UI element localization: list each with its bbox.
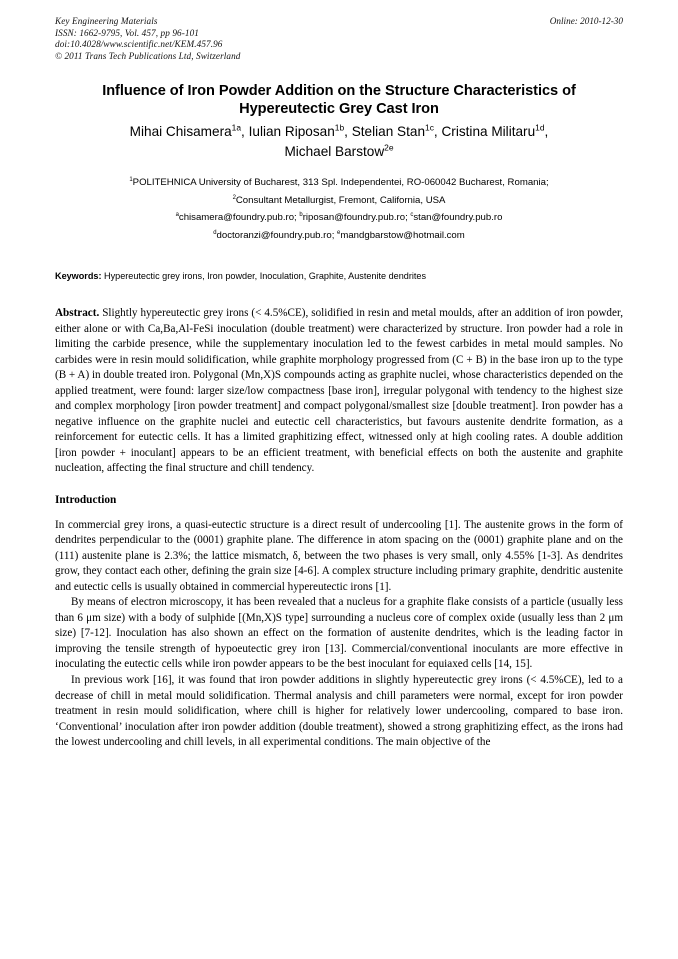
paper-title-line-1: Influence of Iron Powder Addition on the Structure Characteristics of	[102, 83, 576, 99]
keywords-value: Hypereutectic grey irons, Iron powder, Inoculation, Graphite, Austenite dendrites	[101, 271, 427, 281]
affiliation-marker: 1	[129, 176, 133, 183]
page-title	[62, 82, 616, 119]
doi-line: doi:10.4028/www.scientific.net/KEM.457.96	[55, 39, 223, 50]
copyright-line: © 2011 Trans Tech Publications Ltd, Switzerland	[55, 50, 241, 61]
journal-name: Key Engineering Materials	[55, 16, 158, 26]
article-body	[55, 306, 623, 751]
spacer-before-introduction	[55, 477, 623, 493]
issn-volume-pages: ISSN: 1662-9795, Vol. 457, pp 96-101	[55, 27, 199, 38]
online-date: Online: 2010-12-30	[549, 16, 623, 26]
author-list	[52, 122, 626, 162]
abstract-paragraph	[55, 306, 623, 477]
author-superscript: 1a	[231, 122, 242, 133]
email-marker: e	[337, 229, 341, 236]
affiliation-list	[48, 174, 630, 244]
author-line-2: Michael Barstow$^{2e}$	[284, 142, 394, 159]
author-superscript: 1b	[334, 122, 345, 133]
abstract-label: Abstract.	[55, 307, 100, 319]
email-marker: c	[410, 212, 414, 218]
intro-paragraph-3: In previous work [16], it was found that iron powder additions in slightly hypereutectic grey irons (< 4.5%CE), led to a decrease of chill in metal mould solidification. Thermal analysis and chill parameters were normal, except for iron powder treatment in resin mould solidification, where chill is higher for relatively lower undercooling, compared to base iron. ‘Conventional’ inoculation after iron powder addition (double treatment), showed a strong graphitizing effect, as the irons had the lowest undercooling and chill levels, in all experimental conditions. The main objective of the	[55, 673, 623, 749]
keywords-line	[55, 270, 623, 282]
intro-paragraph-1: In commercial grey irons, a quasi-eutectic structure is a direct result of undercooling [1]. The austenite grows in the form of dendrites perpendicular to the (0001) graphite plane. The difference in atom spacing on the (0001) graphite plane and on the (111) austenite plane is 2.3%; the lattice mismatch, δ, between the two phases is very small, only 4.55% [1-3]. As dendrites grow, they contact each other, defining the grain size [4-6]. A complex structure including primary graphite, dendritic austenite and eutectic cells is usually obtained in commercial hypereutectic irons [1].	[55, 518, 623, 593]
email-line-1: $^a$chisamera@foundry.pub.ro; $^b$riposan@foundry.pub.ro; $^c$stan@foundry.pub.ro	[175, 212, 503, 224]
email-marker: b	[299, 212, 303, 218]
author-line-1: Mihai Chisamera$^{1a}$, Iulian Riposan$^{1b}$, Stelian Stan$^{1c}$, Cristina Militaru$^{1d}$,	[129, 122, 549, 139]
email-marker: d	[213, 229, 217, 236]
affiliation-1: $^1$POLITEHNICA University of Bucharest, 313 Spl. Independentei, RO-060042 Bucharest, Romania;	[129, 176, 549, 188]
affiliation-2: $^2$Consultant Metallurgist, Fremont, California, USA	[232, 194, 446, 206]
affiliation-marker: 2	[232, 194, 236, 201]
paper-title-line-2: Hypereutectic Grey Cast Iron	[239, 101, 439, 118]
email-line-2: $^d$doctoranzi@foundry.pub.ro; $^e$mandgbarstow@hotmail.com	[213, 229, 465, 241]
author-superscript: 1d	[535, 122, 545, 133]
journal-masthead	[55, 16, 623, 62]
author-superscript: 2e	[384, 142, 394, 153]
keywords-label: Keywords:	[55, 271, 102, 281]
section-heading-introduction: Introduction	[55, 494, 117, 507]
abstract-text: Slightly hypereutectic grey irons (< 4.5%CE), solidified in resin and metal moulds, after an addition of iron powder, either alone or with Ca,Ba,Al-FeSi inoculation (double treatment) were characterized by structure. Iron powder had a role in limiting the carbide presence, while the supplementary inoculation led to the fewest carbides in metal mould samples. No carbides were in resin mould solidification, while graphite morphology progressed from (C + B) in the base iron up to the type (B + A) in double treated iron. Polygonal (Mn,X)S compounds acting as graphite nuclei, whose characteristics depended on the applied treatment, were found: larger size/low compactness [base iron], irregular polygonal with tendency to the highest size and complex morphology [iron powder treatment] and compact polygonal/smallest size [double treatment]. Iron powder has a negative influence on the graphite nuclei and eutectic cell characteristics, but favours austenite dendrite formation, as a reinforcement for eutectic cells. It has a limited graphitizing effect, witnessed only at high cooling rates. A double addition [iron powder + inoculant] appears to be an efficient treatment, with beneficial effects on both the austenite and graphite nucleation, affecting the final structure and chill tendency.	[55, 307, 623, 475]
spacer-after-introduction-heading	[55, 509, 623, 518]
intro-paragraph-2: By means of electron microscopy, it has been revealed that a nucleus for a graphite flake consists of a particle (usually less than 6 μm size) with a body of sulphide [(Mn,X)S type] surrounding a nucleus core of complex oxide (usually less than 2 μm size) [7-12]. Inoculation has also shown an effect on the formation of austenite dendrites, which is the leading factor in improving the tensile strength of hypoeutectic grey iron [13]. Commercial/conventional inoculants are more effective in inoculating the eutectic cells while iron powder appears to be the best inoculant for equiaxed cells [14, 15].	[55, 596, 623, 671]
email-marker: a	[175, 212, 179, 218]
author-superscript: 1c	[425, 122, 434, 133]
